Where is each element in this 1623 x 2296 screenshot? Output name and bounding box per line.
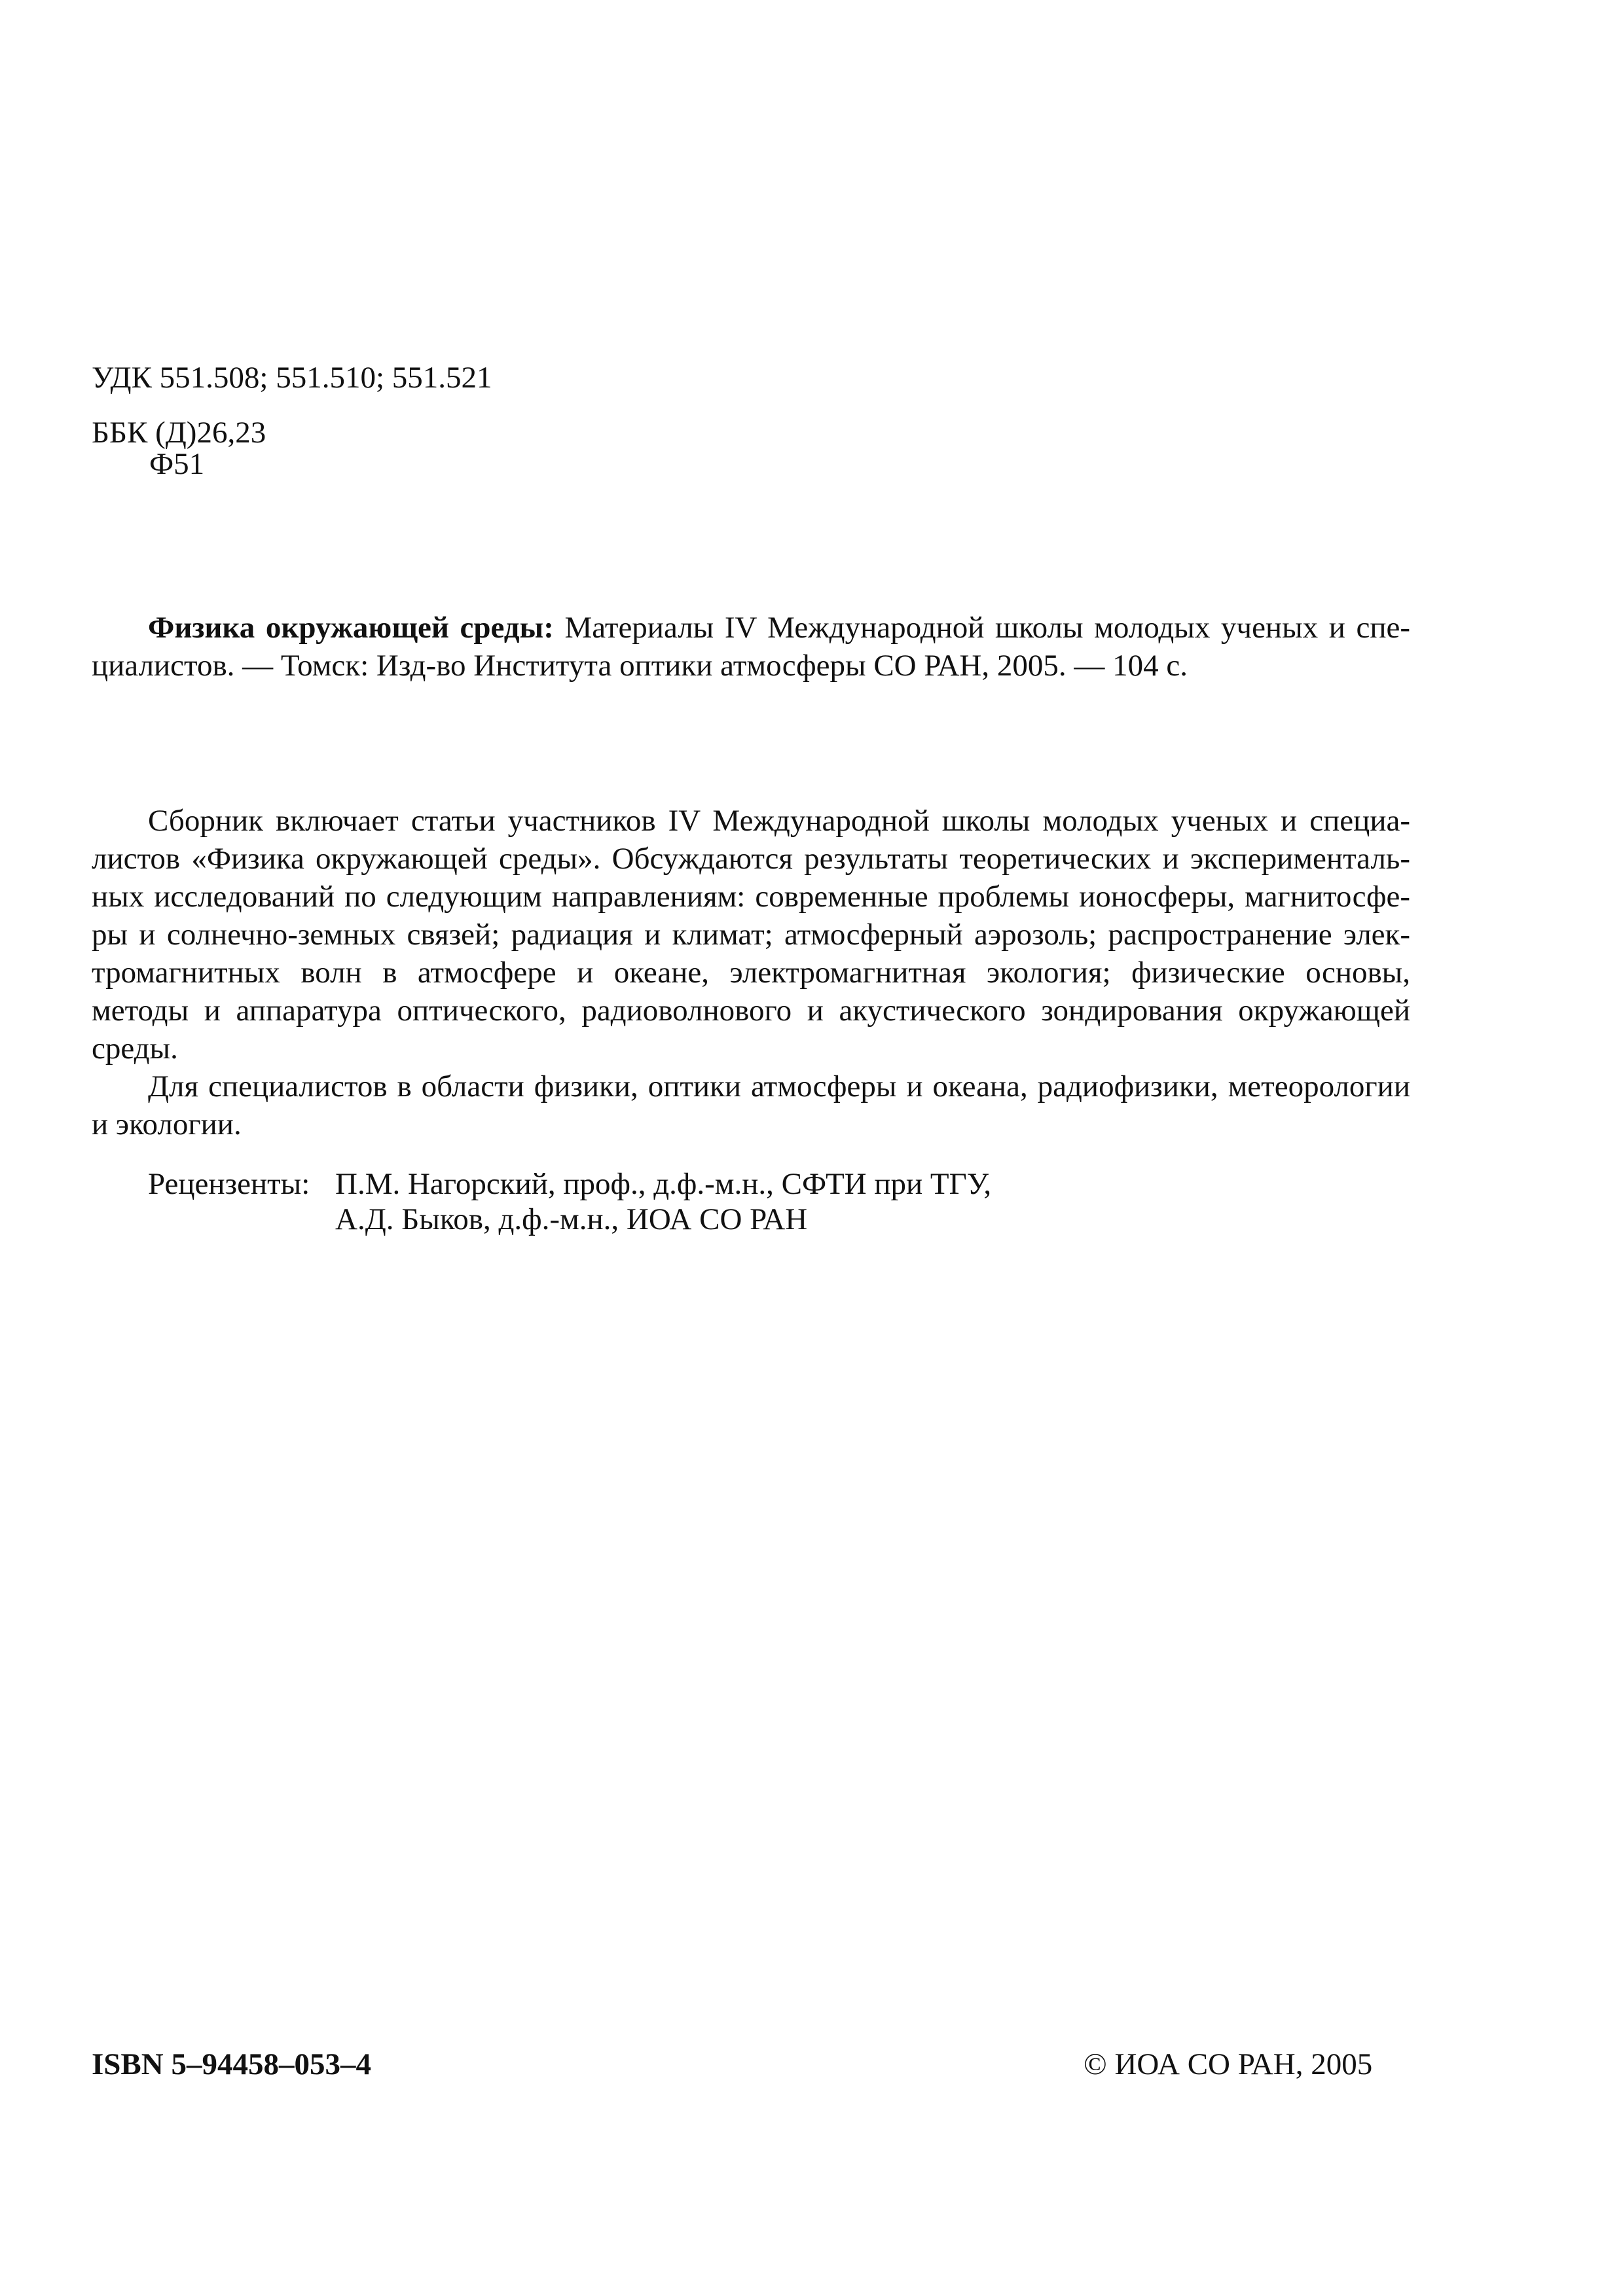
abstract-line: ных исследований по следующим направлениям: современные проблемы ионосферы, магнитосфе- [92, 880, 1410, 914]
bibliographic-line-1 [92, 609, 1410, 647]
bibliographic-line-2: циалистов. — Томск: Изд-во Института оптики атмосферы СО РАН, 2005. — 104 с. [92, 649, 1188, 683]
audience-line: и экологии. [92, 1107, 242, 1141]
bibliographic-description [92, 609, 1410, 685]
abstract-line: методы и аппаратура оптического, радиоволнового и акустического зондирования окружающей [92, 994, 1410, 1028]
reviewer-name: П.М. Нагорский, проф., д.ф.-м.н., СФТИ при ТГУ, [335, 1167, 992, 1201]
bibliographic-line-1-rest: Материалы IV Международной школы молодых ученых и спе- [553, 611, 1410, 645]
abstract-line: листов «Физика окружающей среды». Обсуждаются результаты теоретических и эксперименталь- [92, 842, 1410, 876]
udk-code: УДК 551.508; 551.510; 551.521 [92, 361, 492, 395]
abstract [92, 802, 1410, 1143]
audience-line: Для специалистов в области физики, оптики атмосферы и океана, радиофизики, метеорологии [148, 1069, 1410, 1103]
abstract-line: ры и солнечно-земных связей; радиация и климат; атмосферный аэрозоль; распространение элек- [92, 918, 1410, 952]
abstract-line: среды. [92, 1031, 178, 1066]
bbk-code: ББК (Д)26,23 [92, 416, 266, 450]
author-mark: Ф51 [149, 447, 205, 481]
isbn: ISBN 5–94458–053–4 [92, 2047, 371, 2081]
book-title: Физика окружающей среды: [148, 611, 554, 645]
abstract-line: Сборник включает статьи участников IV Международной школы молодых ученых и специа- [148, 804, 1410, 838]
reviewer-name: А.Д. Быков, д.ф.-м.н., ИОА СО РАН [335, 1202, 808, 1236]
copyright: © ИОА СО РАН, 2005 [1084, 2047, 1373, 2081]
abstract-line: тромагнитных волн в атмосфере и океане, электромагнитная экология; физические основы, [92, 956, 1410, 990]
reviewers-label: Рецензенты: [148, 1167, 310, 1201]
